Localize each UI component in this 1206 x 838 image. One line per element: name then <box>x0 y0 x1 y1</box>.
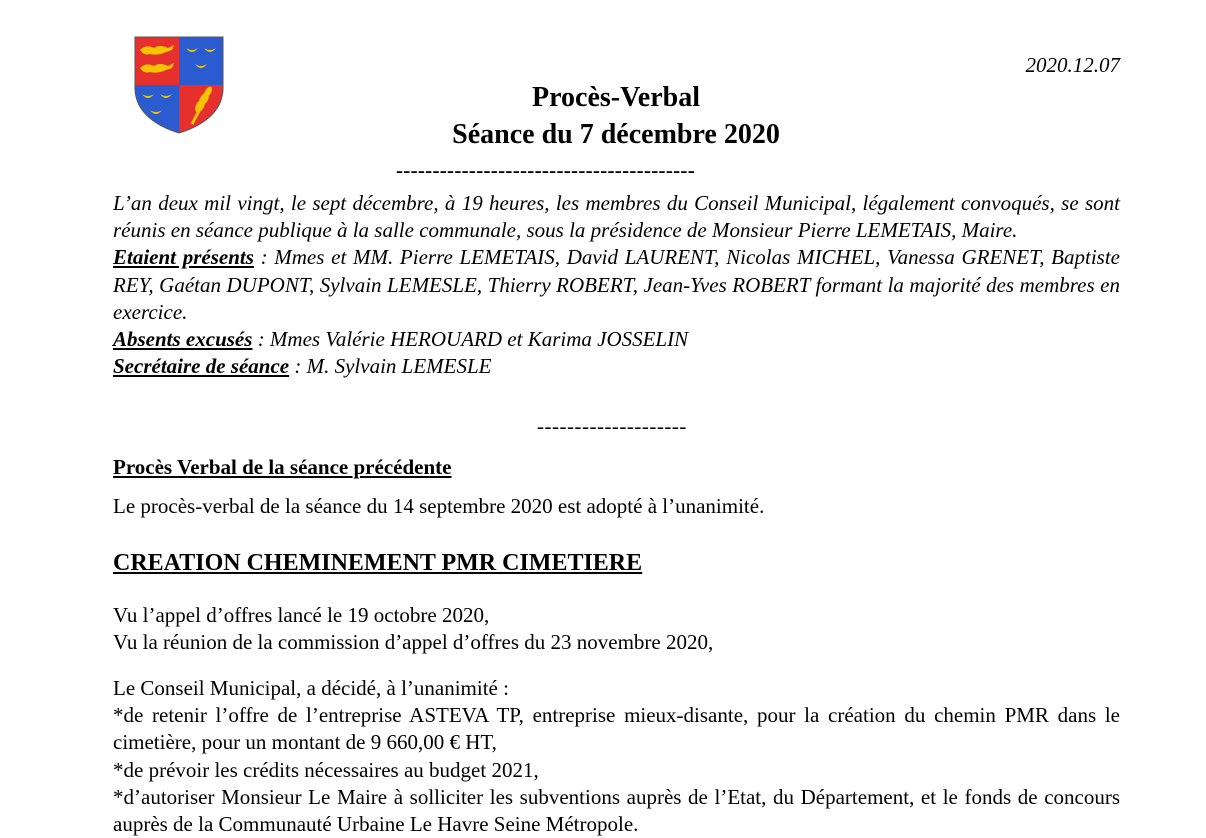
document-date: 2020.12.07 <box>1025 53 1120 77</box>
absent-label: Absents excusés <box>113 327 253 352</box>
intro-block <box>113 190 1120 380</box>
intro-paragraph: L’an deux mil vingt, le sept décembre, à 19 heures, les membres du Conseil Municipal, légalement convoqués, se sont réunis en séance publique à la salle communale, sous la présidence de Monsieur Pierre LEMETAIS, Maire. <box>113 191 1120 243</box>
secretary-paragraph <box>113 353 1120 380</box>
decision-item-2: *de prévoir les crédits nécessaires au budget 2021, <box>113 757 539 782</box>
present-paragraph <box>113 244 1120 326</box>
decision-intro: Le Conseil Municipal, a décidé, à l’unanimité : <box>113 676 509 700</box>
present-label: Etaient présents <box>113 245 254 270</box>
pmr-decision <box>113 675 1120 838</box>
title-separator: ----------------------------------------- <box>396 158 696 182</box>
pmr-section-heading: CREATION CHEMINEMENT PMR CIMETIERE <box>113 550 643 576</box>
document-title: Procès-Verbal <box>532 82 700 113</box>
previous-minutes-heading: Procès Verbal de la séance précédente <box>113 455 452 479</box>
secretary-text: : M. Sylvain LEMESLE <box>289 354 492 379</box>
consideration-line-1: Vu l’appel d’offres lancé le 19 octobre 2020, <box>113 603 490 627</box>
consideration-line-2: Vu la réunion de la commission d’appel d’offres du 23 novembre 2020, <box>113 630 714 655</box>
decision-item-3: *d’autoriser Monsieur Le Maire à solliciter les subventions auprès de l’Etat, du Département, et le fonds de concours auprès de la Communauté Urbaine Le Havre Seine Métropole. <box>113 784 1120 837</box>
present-text: : Mmes et MM. Pierre LEMETAIS, David LAURENT, Nicolas MICHEL, Vanessa GRENET, Baptiste REY, Gaétan DUPONT, Sylvain LEMESLE, Thierry ROBERT, Jean-Yves ROBERT formant la majorité des membres en exercice. <box>113 245 1120 324</box>
absent-paragraph <box>113 326 1120 353</box>
decision-item-1: *de retenir l’offre de l’entreprise ASTEVA TP, entreprise mieux-disante, pour la création du chemin PMR dans le cimetière, pour un montant de 9 660,00 € HT, <box>113 703 1120 755</box>
absent-text: : Mmes Valérie HEROUARD et Karima JOSSELIN <box>252 327 689 352</box>
session-title: Séance du 7 décembre 2020 <box>452 119 780 150</box>
secretary-label: Secrétaire de séance <box>113 354 290 379</box>
intro-separator: -------------------- <box>537 414 687 438</box>
pmr-considerations <box>113 602 1120 656</box>
previous-minutes-text: Le procès-verbal de la séance du 14 septembre 2020 est adopté à l’unanimité. <box>113 494 765 518</box>
